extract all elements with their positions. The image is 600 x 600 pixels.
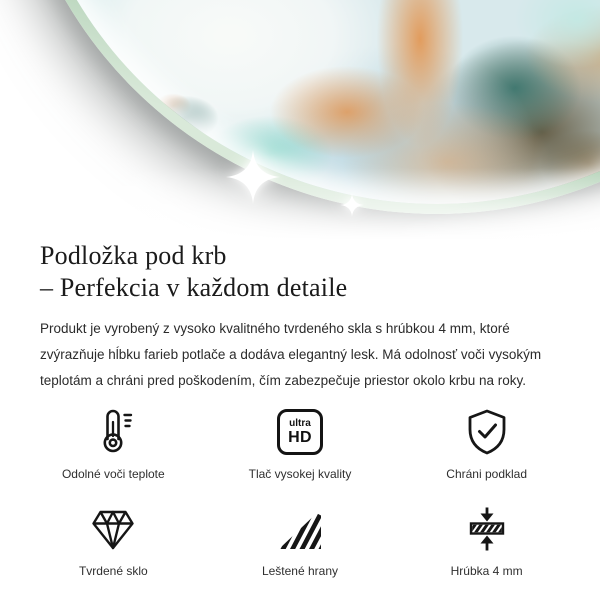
features-grid: [20, 408, 580, 579]
uhd-badge-bottom-text: HD: [288, 428, 312, 446]
uhd-badge-top-text: ultra: [289, 417, 311, 429]
polished-edges-icon: [277, 505, 323, 553]
feature-polished-edges: [207, 505, 394, 578]
ultra-hd-icon: [277, 408, 323, 456]
feature-heat-resistant: [20, 408, 207, 481]
marble-print: [17, 0, 600, 204]
product-description: Produkt je vyrobený z vysoko kvalitného tvrdeného skla s hrúbkou 4 mm, ktoré zvýrazňuje hĺbku farieb potlače a dodáva elegantný lesk. Má odolnosť voči vysokým teplotám a chráni pred poškodením, čím zabezpečuje priestor okolo krbu na roky.: [40, 321, 542, 388]
product-info-section: [0, 240, 600, 579]
thermometer-icon: [93, 408, 133, 456]
feature-print-quality: [207, 408, 394, 481]
sparkle-icon: [221, 145, 285, 209]
page-title: [40, 240, 560, 304]
product-image: [0, 0, 600, 240]
feature-label: Tlač vysokej kvality: [248, 467, 352, 481]
title-line-1: Podložka pod krb: [40, 241, 227, 270]
shield-check-icon: [464, 408, 510, 456]
feature-protects-surface: [393, 408, 580, 481]
title-line-2: – Perfekcia v každom detaile: [40, 273, 348, 302]
feature-label: Leštené hrany: [261, 564, 339, 579]
diamond-icon: [90, 505, 136, 553]
feature-thickness: [393, 505, 580, 578]
feature-label: Odolné voči teplote: [61, 467, 165, 481]
sparkle-icon: [338, 191, 366, 219]
feature-tempered-glass: [20, 505, 207, 578]
thickness-icon: [464, 505, 510, 553]
glass-plate: [7, 0, 600, 214]
feature-label: Tvrdené sklo: [78, 564, 148, 579]
feature-label: Chráni podklad: [446, 467, 528, 481]
feature-label: Hrúbka 4 mm: [450, 564, 523, 579]
